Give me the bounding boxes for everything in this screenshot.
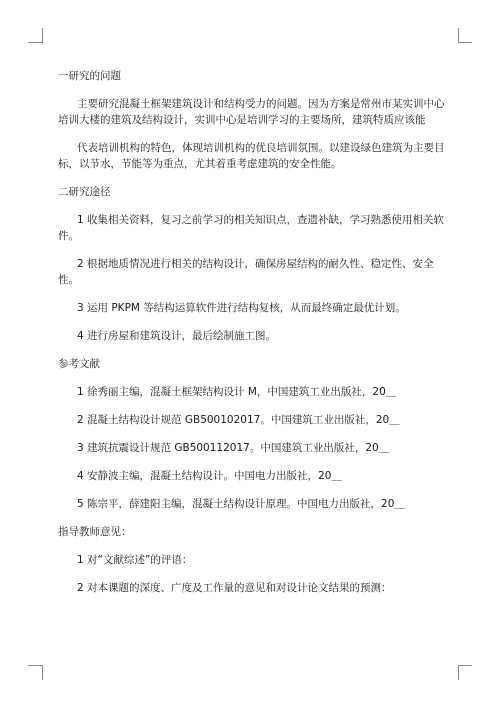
list-item: 2 根据地质情况进行相关的结构设计，确保房屋结构的耐久性、稳定性、安全性。 [58,258,434,286]
reference-item: 2 混凝土结构设计规范 GB500102017。中国建筑工业出版社，20＿ [77,414,400,426]
crop-mark-bottom-left-v [42,665,43,680]
section-heading-research-problem: 一研究的问题 [58,70,121,82]
crop-mark-top-left [28,42,42,43]
crop-mark-bottom-right [458,665,472,666]
list-item: 2 对本课题的深度、广度及工作量的意见和对设计论文结果的预测： [77,582,392,594]
reference-item: 4 安静波主编，混凝土结构设计。中国电力出版社，20＿ [77,470,342,482]
crop-mark-top-right [458,42,472,43]
crop-mark-bottom-left [28,665,42,666]
crop-mark-top-left-v [42,28,43,43]
reference-item: 3 建筑抗震设计规范 GB500112017。中国建筑工业出版社，20＿ [77,442,390,454]
list-item: 4 进行房屋和建筑设计，最后绘制施工图。 [77,330,277,342]
reference-item: 5 陈宗平，薛建阳主编，混凝土结构设计原理。中国电力出版社，20＿ [77,498,405,510]
list-item: 1 对“文献综述”的评语： [77,554,193,566]
reference-item: 1 徐秀丽主编，混凝土框架结构设计 M，中国建筑工业出版社，20＿ [77,386,397,398]
section-heading-research-approach: 二研究途径 [58,186,111,198]
crop-mark-top-right-v [458,28,459,43]
paragraph: 代表培训机构的特色，体现培训机构的优良培训氛围。以建设绿色建筑为主要目标，以节水，节能等为重点，尤其着重考虑建筑的安全性能。 [58,142,445,170]
crop-mark-bottom-right-v [458,665,459,680]
paragraph: 主要研究混凝土框架建筑设计和结构受力的问题。因为方案是常州市某实训中心培训大楼的建筑及结构设计，实训中心是培训学习的主要场所，建筑特质应该能 [58,98,445,126]
document-body [58,62,450,608]
section-heading-references: 参考文献 [58,358,100,370]
section-heading-advisor-opinion: 指导教师意见： [58,526,132,538]
list-item: 1 收集相关资料，复习之前学习的相关知识点，查遗补缺，学习熟悉使用相关软件。 [58,214,445,242]
list-item: 3 运用 PKPM 等结构运算软件进行结构复核，从而最终确定最优计划。 [77,302,406,314]
